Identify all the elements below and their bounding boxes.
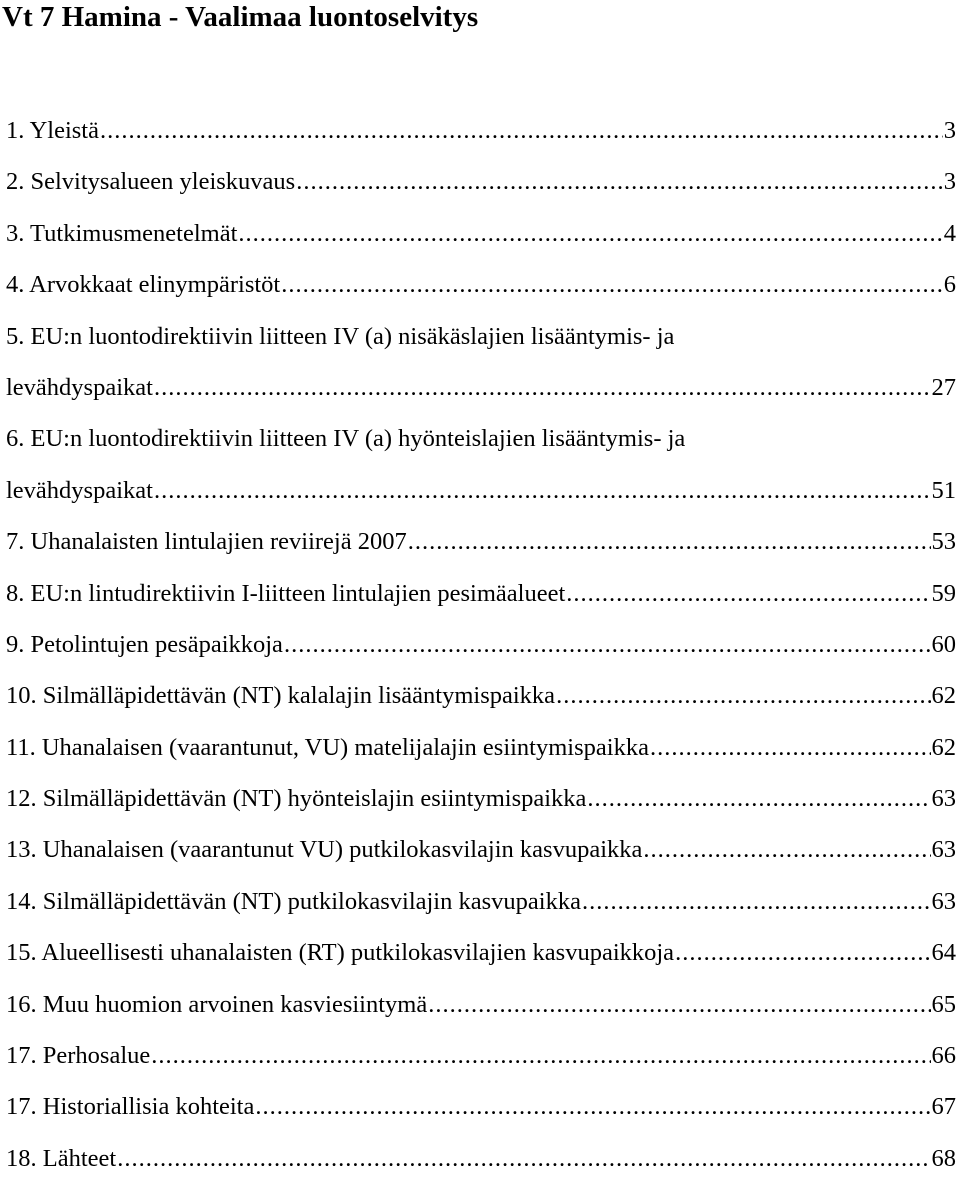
toc-dot-leader [100, 108, 943, 154]
toc-dot-leader [556, 673, 930, 719]
toc-entry[interactable] [6, 827, 956, 878]
toc-entry-title: 8. EU:n lintudirektiivin I-liitteen lintulajien pesimäalueet [6, 579, 566, 607]
toc-entry-title: 17. Historiallisia kohteita [6, 1093, 255, 1121]
toc-dot-leader [238, 211, 942, 257]
toc-dot-leader [566, 571, 930, 617]
toc-page-number: 53 [931, 528, 956, 556]
toc-entry[interactable] [6, 468, 956, 519]
toc-entry[interactable] [6, 1084, 956, 1135]
toc-page-number: 63 [931, 887, 956, 915]
toc-page-number: 63 [931, 785, 956, 813]
toc-dot-leader [587, 776, 930, 822]
toc-entry-title: levähdyspaikat [6, 373, 153, 401]
toc-entry[interactable] [6, 1033, 956, 1084]
toc-entry-title: 1. Yleistä [6, 117, 99, 144]
toc-page-number: 66 [931, 1042, 956, 1070]
toc-page-number: 65 [931, 990, 956, 1018]
toc-entry-continued [6, 314, 956, 365]
toc-page-number: 27 [931, 373, 956, 401]
toc-dot-leader [675, 930, 930, 976]
toc-page-number: 62 [931, 682, 956, 710]
toc-entry-title: 3. Tutkimusmenetelmät [6, 219, 238, 247]
toc-page-number: 3 [943, 117, 956, 144]
toc-entry[interactable] [6, 982, 956, 1033]
toc-entry-title: 16. Muu huomion arvoinen kasviesiintymä [6, 990, 428, 1018]
toc-page-number: 63 [931, 836, 956, 864]
toc-page-number: 59 [931, 579, 956, 607]
toc-entry[interactable] [6, 365, 956, 416]
toc-entry[interactable] [6, 776, 956, 827]
toc-entry[interactable] [6, 930, 956, 981]
toc-entry[interactable] [6, 879, 956, 930]
toc-dot-leader [428, 982, 930, 1028]
toc-dot-leader [281, 262, 943, 308]
toc-entry-title: 12. Silmälläpidettävän (NT) hyönteislajin esiintymispaikka [6, 785, 587, 813]
toc-entry[interactable] [6, 1136, 956, 1187]
toc-entry-title: levähdyspaikat [6, 476, 153, 504]
toc-entry-title: 9. Petolintujen pesäpaikkoja [6, 630, 283, 658]
toc-entry-title: 2. Selvitysalueen yleiskuvaus [6, 168, 296, 196]
toc-entry-title: 6. EU:n luontodirektiivin liitteen IV (a) hyönteislajien lisääntymis- ja [6, 425, 686, 453]
toc-entry[interactable] [6, 673, 956, 724]
toc-entry[interactable] [6, 519, 956, 570]
toc-dot-leader [255, 1084, 930, 1130]
page-title: Vt 7 Hamina - Vaalimaa luontoselvitys [2, 1, 479, 33]
toc-entry-title: 10. Silmälläpidettävän (NT) kalalajin lisääntymispaikka [6, 682, 556, 710]
toc-dot-leader [650, 725, 931, 771]
toc-dot-leader [296, 159, 943, 205]
toc-page-number: 3 [943, 168, 956, 196]
toc-page-number: 4 [943, 219, 956, 247]
toc-dot-leader [117, 1136, 930, 1182]
toc-dot-leader [154, 468, 931, 514]
toc-entry[interactable] [6, 211, 956, 262]
toc-entry[interactable] [6, 725, 956, 776]
toc-dot-leader [154, 365, 931, 411]
toc-page-number: 62 [931, 733, 956, 761]
toc-dot-leader [408, 519, 931, 565]
toc-entry-title: 17. Perhosalue [6, 1042, 151, 1070]
toc-entry[interactable] [6, 571, 956, 622]
toc-entry-title: 15. Alueellisesti uhanalaisten (RT) putkilokasvilajien kasvupaikkoja [6, 939, 675, 967]
toc-page-number: 67 [931, 1093, 956, 1121]
toc-entry-title: 18. Lähteet [6, 1144, 117, 1172]
toc-entry-continued [6, 416, 956, 467]
toc-dot-leader [643, 827, 930, 873]
toc-dot-leader [582, 879, 931, 925]
table-of-contents [6, 108, 956, 1187]
toc-entry-title: 5. EU:n luontodirektiivin liitteen IV (a) nisäkäslajien lisääntymis- ja [6, 322, 675, 350]
toc-page-number: 64 [931, 939, 956, 967]
toc-entry[interactable] [6, 622, 956, 673]
toc-page-number: 6 [943, 271, 956, 299]
toc-entry-title: 7. Uhanalaisten lintulajien reviirejä 2007 [6, 528, 407, 556]
toc-entry-title: 14. Silmälläpidettävän (NT) putkilokasvilajin kasvupaikka [6, 887, 581, 915]
toc-entry-title: 11. Uhanalaisen (vaarantunut, VU) matelijalajin esiintymispaikka [6, 733, 649, 761]
toc-page-number: 60 [931, 630, 956, 658]
toc-entry[interactable] [6, 159, 956, 210]
toc-dot-leader [151, 1033, 930, 1079]
toc-page-number: 68 [931, 1144, 956, 1172]
toc-entry[interactable] [6, 108, 956, 159]
toc-dot-leader [284, 622, 931, 668]
toc-entry-title: 13. Uhanalaisen (vaarantunut VU) putkilokasvilajin kasvupaikka [6, 836, 643, 864]
toc-entry-title: 4. Arvokkaat elinympäristöt [6, 271, 281, 299]
toc-page-number: 51 [931, 476, 956, 504]
toc-entry[interactable] [6, 262, 956, 313]
